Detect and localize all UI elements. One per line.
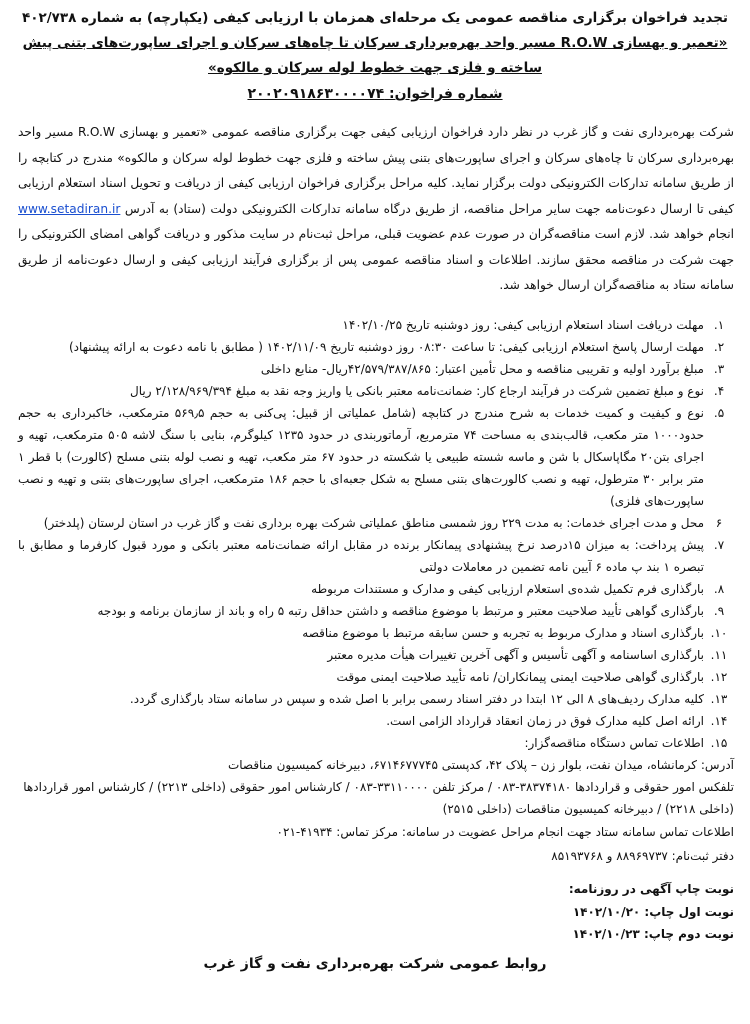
intro-text-1: شرکت بهره‌برداری نفت و گاز غرب در نظر دارد فراخوان ارزیابی کیفی جهت برگزاری مناقصه عمومی «تعمیر و بهسازی R.O.W مسیر واحد بهره‌برداری سرکان تا چاه‌های سرکان و اجرای ساپورت‌های بتنی پیش ساخته و فلزی جهت خطوط لوله سرکان و مالکوه» مندرج در کتابچه را از طریق سامانه تدارکات الکترونیکی دولت برگزار نماید. کلیه مراحل برگزاری فراخوان ارزیابی کیفی از دریافت و تحویل اسناد استعلام ارزیابی کیفی تا ارسال دعوت‌نامه جهت سایر مراحل مناقصه، از طریق درگاه سامانه تدارکات الکترونیکی دولت (ستاد) به آدرس	[18, 125, 734, 216]
address-block	[18, 754, 734, 820]
item-number: ۱۱.	[710, 648, 728, 662]
list-item	[18, 534, 734, 578]
project-title: «تعمیر و بهسازی R.O.W مسیر واحد بهره‌برداری سرکان تا چاه‌های سرکان و اجرای ساپورت‌های بتنی پیش ساخته و فلزی جهت خطوط لوله سرکان و مالکوه»	[22, 35, 728, 76]
list-item	[18, 512, 734, 534]
list-item	[18, 688, 734, 710]
setadiran-link[interactable]: www.setadiran.ir	[18, 201, 121, 216]
item-text: بارگذاری اساسنامه و آگهی تأسیس و آگهی آخرین تغییرات هیأت مدیره معتبر	[327, 648, 704, 662]
item-number: ۷.	[713, 538, 725, 552]
item-number: ۱۵.	[710, 736, 728, 750]
registration-office: دفتر ثبت‌نام: ۸۸۹۶۹۷۳۷ و ۸۵۱۹۳۷۶۸	[551, 849, 734, 863]
item-text: کلیه مدارک ردیف‌های ۸ الی ۱۲ ابتدا در دفتر اسناد رسمی برابر با اصل شده و سپس در سامانه ستاد بارگذاری گردد.	[129, 692, 704, 706]
tender-number: شماره فراخوان: ۲۰۰۲۰۹۱۸۶۳۰۰۰۰۷۴	[247, 86, 503, 102]
list-item	[18, 358, 734, 380]
list-item	[18, 380, 734, 402]
list-item	[18, 710, 734, 732]
item-text: بارگذاری گواهی تأیید صلاحیت معتبر و مرتبط با موضوع مناقصه و داشتن حداقل رتبه ۵ راه و باند از سازمان برنامه و بودجه	[97, 604, 704, 618]
conditions-list	[18, 314, 734, 820]
item-text: مهلت ارسال پاسخ استعلام ارزیابی کیفی: تا ساعت ۰۸:۳۰ روز دوشنبه تاریخ ۱۴۰۲/۱۱/۰۹ ( مطابق با نامه دعوت به ارائه پیشنهاد)	[68, 340, 704, 354]
list-item	[18, 402, 734, 512]
signature-public-relations: روابط عمومی شرکت بهره‌برداری نفت و گاز غرب	[203, 956, 547, 972]
item-number: ۱۲.	[710, 670, 728, 684]
item-number: ۸.	[713, 582, 725, 596]
item-number: ۴.	[713, 384, 725, 398]
item-text: ارائه اصل کلیه مدارک فوق در زمان انعقاد قرارداد الزامی است.	[386, 714, 704, 728]
list-item	[18, 666, 734, 688]
list-item	[18, 732, 734, 754]
print-schedule	[569, 878, 734, 946]
item-text: مهلت دریافت اسناد استعلام ارزیابی کیفی: روز دوشنبه تاریخ ۱۴۰۲/۱۰/۲۵	[342, 318, 704, 332]
title-line-1: تجدید فراخوان برگزاری مناقصه عمومی یک مرحله‌ای همزمان با ارزیابی کیفی (یکپارچه) به شماره ۴۰۲/۷۳۸	[21, 10, 729, 26]
list-item	[18, 644, 734, 666]
item-number: ۶	[715, 516, 723, 530]
item-number: ۵.	[713, 406, 725, 420]
list-item	[18, 622, 734, 644]
item-text: محل و مدت اجرای خدمات: به مدت ۲۲۹ روز شمسی مناطق عملیاتی شرکت بهره برداری نفت و گاز غرب در استان لرستان (پلدختر)	[43, 516, 704, 530]
list-item	[18, 336, 734, 358]
item-number: ۹.	[713, 604, 725, 618]
item-text: پیش پرداخت: به میزان ۱۵درصد نرخ پیشنهادی پیمانکار برنده در مقابل ارائه ضمانت‌نامه معتبر بانکی و مورد قبول کارفرما و مطابق با تبصره ۱ بند پ ماده ۶ آیین نامه تضمین در معاملات دولتی	[18, 538, 704, 574]
phone-line: تلفکس امور حقوقی و قراردادها ۳۸۳۷۴۱۸۰-۰۸۳ / مرکز تلفن ۳۳۱۱۰۰۰۰-۰۸۳ / کارشناس امور حقوقی (داخلی ۲۲۱۳) / کارشناس امور قراردادها (داخلی ۲۲۱۸) / دبیرخانه کمیسیون مناقصات (داخلی ۲۵۱۵)	[23, 780, 734, 816]
intro-paragraph	[18, 120, 734, 299]
announcement-title	[14, 6, 736, 81]
item-text: اطلاعات تماس دستگاه مناقصه‌گزار:	[524, 736, 704, 750]
item-number: ۳.	[713, 362, 725, 376]
item-text: بارگذاری اسناد و مدارک مربوط به تجربه و حسن سابقه مرتبط با موضوع مناقصه	[302, 626, 704, 640]
item-text: بارگذاری گواهی صلاحیت ایمنی پیمانکاران/ نامه تأیید صلاحیت ایمنی موقت	[336, 670, 704, 684]
address-line: آدرس: کرمانشاه، میدان نفت، بلوار زن – پلاک ۴۲، کدپستی ۶۷۱۴۶۷۷۷۴۵، دبیرخانه کمیسیون مناقصات	[227, 758, 734, 772]
second-print-date: نوبت دوم چاپ: ۱۴۰۲/۱۰/۲۳	[572, 927, 734, 941]
item-number: ۱۴.	[710, 714, 728, 728]
item-text: بارگذاری فرم تکمیل شده‌ی استعلام ارزیابی کیفی و مدارک و مستندات مربوطه	[311, 582, 704, 596]
item-text: نوع و کیفیت و کمیت خدمات به شرح مندرج در کتابچه (شامل عملیاتی از قبیل: پی‌کنی به حجم ۵۶۹٫۵ مترمکعب، خاکبرداری به حجم حدود۱۰۰۰ متر مکعب، قالب‌بندی به مساحت ۷۴ مترمربع، آرماتوربندی در حدود ۱۲۳۵ کیلوگرم، بنایی با سنگ لاشه ۵۰۵ مترمکعب، تهیه و اجرای بتن۲۰ مگاپاسکال با شن و ماسه شسته طبیعی یا شکسته در حدود ۶۷ متر مکعب، تهیه و نصب لوله بتنی مسلح (کالورت) با قطر ۱ متر برابر ۳۰ مترطول، تهیه و نصب کالورت‌های بتنی مسلح به شکل جعبه‌ای با حجم ۱۸۶ مترمکعب، اجرای ساپورت‌های بتنی و تهیه و نصب ساپورت‌های فلزی)	[18, 406, 705, 508]
list-item	[18, 578, 734, 600]
item-text: مبلغ برآورد اولیه و تقریبی مناقصه و محل تأمین اعتبار: ۴۲/۵۷۹/۳۸۷/۸۶۵ریال- منابع داخلی	[260, 362, 704, 376]
intro-text-2: انجام خواهد شد. لازم است مناقصه‌گران در صورت عدم عضویت قبلی، مراحل ثبت‌نام در سایت مذکور و دریافت گواهی امضای الکترونیکی را جهت شرکت در مناقصه محقق سازند. اطلاعات و اسناد مناقصه عمومی پس از برگزاری فرآیند ارزیابی کیفی و ارسال دعوت‌نامه از طریق سامانه ستاد به مناقصه‌گران ارسال خواهد شد.	[18, 227, 734, 292]
item-number: ۱۳.	[710, 692, 728, 706]
setad-contact	[18, 820, 734, 868]
item-number: ۲.	[713, 340, 725, 354]
first-print-date: نوبت اول چاپ: ۱۴۰۲/۱۰/۲۰	[572, 904, 734, 919]
contact-center: اطلاعات تماس سامانه ستاد جهت انجام مراحل عضویت در سامانه: مرکز تماس: ۴۱۹۳۴-۰۲۱	[276, 825, 734, 839]
item-text: نوع و مبلغ تضمین شرکت در فرآیند ارجاع کار: ضمانت‌نامه معتبر بانکی یا واریز وجه نقد به مبلغ ۲/۱۲۸/۹۶۹/۳۹۴ ریال	[130, 384, 704, 398]
item-number: ۱۰.	[710, 626, 728, 640]
list-item	[18, 314, 734, 336]
print-heading: نوبت چاپ آگهی در روزنامه:	[568, 882, 734, 896]
list-item	[18, 600, 734, 622]
item-number: ۱.	[713, 318, 725, 332]
